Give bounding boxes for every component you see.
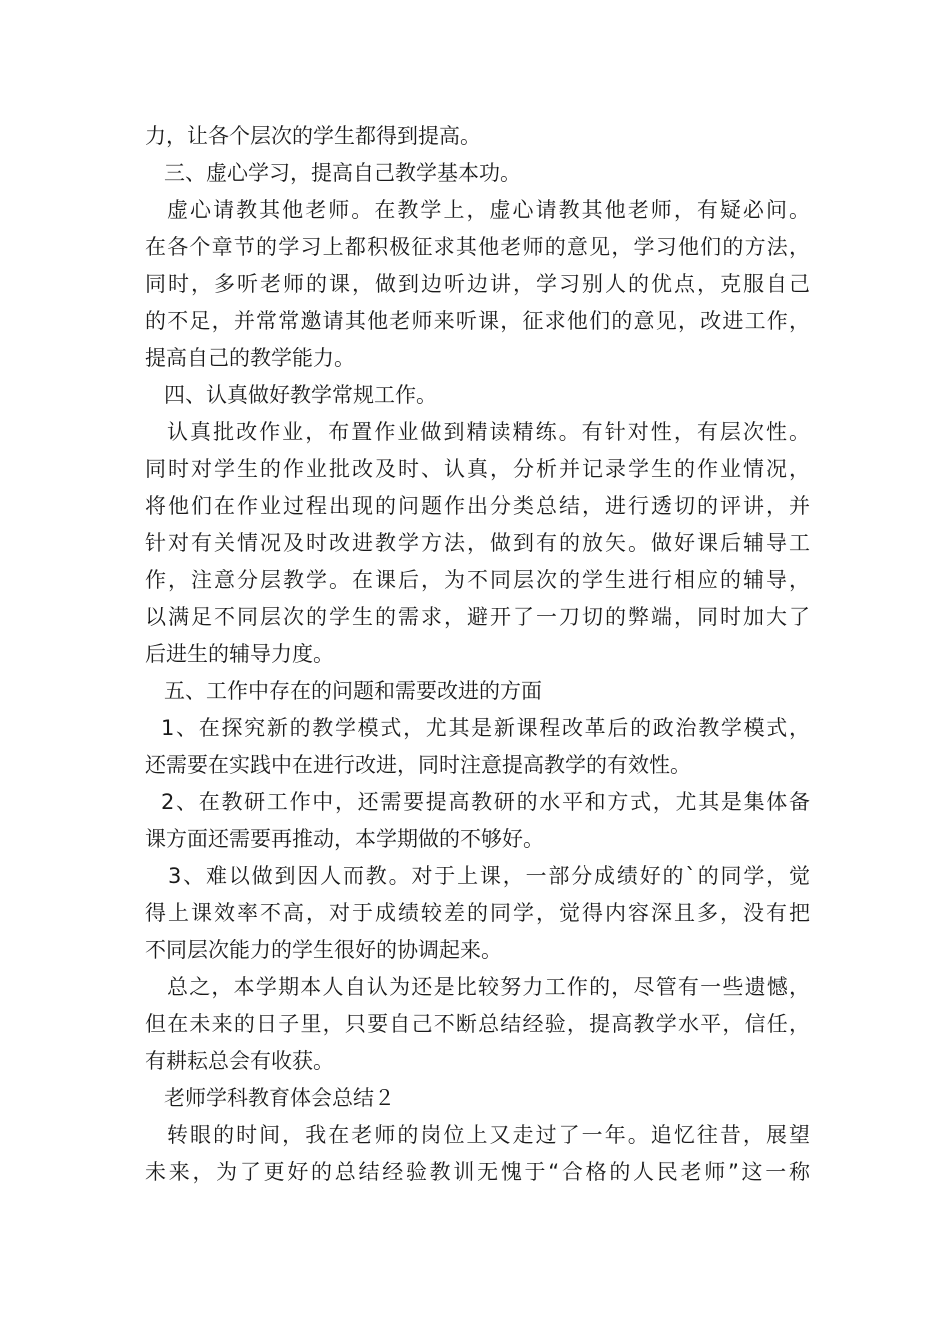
paragraph-line: 作，注意分层教学。在课后，为不同层次的学生进行相应的辅导，	[145, 568, 810, 592]
paragraph-line: 得上课效率不高，对于成绩较差的同学，觉得内容深且多，没有把	[145, 901, 810, 925]
section-heading-3: 三、虚心学习，提高自己教学基本功。	[164, 161, 521, 185]
paragraph-line: 针对有关情况及时改进教学方法，做到有的放矢。做好课后辅导工	[145, 531, 810, 555]
document-body	[145, 118, 810, 1191]
paragraph-line: 3、难以做到因人而教。对于上课，一部分成绩好的`的同学，觉	[168, 864, 810, 888]
section-heading-4: 四、认真做好教学常规工作。	[164, 383, 437, 407]
paragraph-line: 后进生的辅导力度。	[145, 642, 334, 666]
paragraph-line: 虚心请教其他老师。在教学上，虚心请教其他老师，有疑必问。	[167, 198, 810, 222]
paragraph-line: 总之，本学期本人自认为还是比较努力工作的，尽管有一些遗憾，	[167, 975, 810, 999]
paragraph-line: 转眼的时间，我在老师的岗位上又走过了一年。追忆往昔，展望	[167, 1123, 810, 1147]
paragraph-line: 将他们在作业过程出现的问题作出分类总结，进行透切的评讲，并	[145, 494, 810, 518]
paragraph-line: 提高自己的教学能力。	[145, 346, 355, 370]
article-title-2: 老师学科教育体会总结２	[164, 1086, 395, 1110]
paragraph-line: 认真批改作业，布置作业做到精读精练。有针对性，有层次性。	[167, 420, 810, 444]
paragraph-line: 在各个章节的学习上都积极征求其他老师的意见，学习他们的方法，	[145, 235, 810, 259]
paragraph-line: 力，让各个层次的学生都得到提高。	[145, 124, 481, 148]
paragraph-line: 但在未来的日子里，只要自己不断总结经验，提高教学水平，信任，	[145, 1012, 810, 1036]
paragraph-line: 还需要在实践中在进行改进，同时注意提高教学的有效性。	[145, 753, 691, 777]
paragraph-line: 以满足不同层次的学生的需求，避开了一刀切的弊端，同时加大了	[145, 605, 810, 629]
paragraph-line: 2、在教研工作中，还需要提高教研的水平和方式，尤其是集体备	[161, 790, 810, 814]
paragraph-line: 同时，多听老师的课，做到边听边讲，学习别人的优点，克服自己	[145, 272, 810, 296]
paragraph-line: 有耕耘总会有收获。	[145, 1049, 334, 1073]
paragraph-line: 的不足，并常常邀请其他老师来听课，征求他们的意见，改进工作，	[145, 309, 810, 333]
paragraph-line: 同时对学生的作业批改及时、认真，分析并记录学生的作业情况，	[145, 457, 810, 481]
paragraph-line: 1、在探究新的教学模式，尤其是新课程改革后的政治教学模式，	[161, 716, 810, 740]
paragraph-line: 不同层次能力的学生很好的协调起来。	[145, 938, 502, 962]
section-heading-5: 五、工作中存在的问题和需要改进的方面	[164, 679, 542, 703]
paragraph-line: 课方面还需要再推动，本学期做的不够好。	[145, 827, 544, 851]
paragraph-line: 未来，为了更好的总结经验教训无愧于“合格的人民老师”这一称	[145, 1160, 810, 1184]
